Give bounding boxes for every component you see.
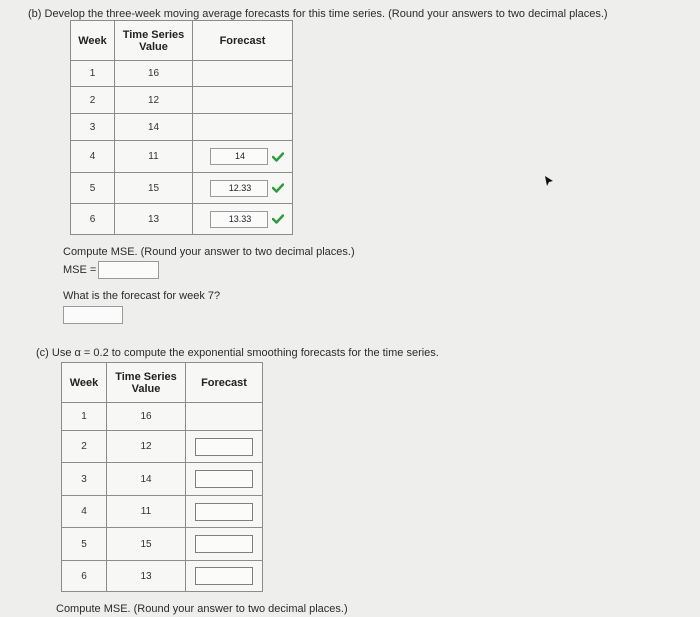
forecast-cell xyxy=(193,114,293,141)
forecast-input-week2[interactable] xyxy=(195,438,253,456)
header-forecast: Forecast xyxy=(186,363,263,403)
table-row xyxy=(62,431,263,463)
header-forecast: Forecast xyxy=(193,21,293,61)
forecast-cell xyxy=(186,403,263,431)
value-cell: 14 xyxy=(115,114,193,141)
table-row xyxy=(71,204,293,235)
cursor-icon xyxy=(544,175,554,187)
mse-prompt-c: Compute MSE. (Round your answer to two decimal places.) xyxy=(56,603,348,615)
value-cell: 15 xyxy=(115,173,193,204)
forecast-cell xyxy=(186,528,263,561)
check-icon xyxy=(272,214,284,224)
value-cell: 14 xyxy=(107,463,186,496)
table-row xyxy=(71,87,293,114)
week-cell: 2 xyxy=(62,431,107,463)
forecast-cell xyxy=(193,87,293,114)
header-ts-line1: Time Series xyxy=(115,370,177,383)
value-cell: 16 xyxy=(107,403,186,431)
forecast-input-week3[interactable] xyxy=(195,470,253,488)
value-cell: 15 xyxy=(107,528,186,561)
forecast-input-week6[interactable]: 13.33 xyxy=(210,211,268,228)
week-cell: 5 xyxy=(62,528,107,561)
week7-forecast-input[interactable] xyxy=(63,306,123,324)
value-cell: 11 xyxy=(115,141,193,173)
week-cell: 1 xyxy=(62,403,107,431)
table-row xyxy=(62,463,263,496)
forecast-cell xyxy=(186,431,263,463)
table-row xyxy=(62,403,263,431)
exponential-smoothing-table xyxy=(61,362,263,592)
week-cell: 1 xyxy=(71,61,115,87)
week-cell: 3 xyxy=(71,114,115,141)
mse-prompt-b: Compute MSE. (Round your answer to two decimal places.) xyxy=(63,246,355,258)
week-cell: 4 xyxy=(62,496,107,528)
forecast-input-week5[interactable]: 12.33 xyxy=(210,180,268,197)
value-cell: 13 xyxy=(107,561,186,592)
value-cell: 12 xyxy=(115,87,193,114)
forecast-input-week6[interactable] xyxy=(195,567,253,585)
header-ts-line2: Value xyxy=(139,40,168,53)
check-icon xyxy=(272,152,284,162)
header-week: Week xyxy=(71,21,115,61)
week-cell: 4 xyxy=(71,141,115,173)
week-cell: 6 xyxy=(71,204,115,235)
week-cell: 2 xyxy=(71,87,115,114)
week-cell: 5 xyxy=(71,173,115,204)
table-row xyxy=(71,61,293,87)
check-icon xyxy=(272,183,284,193)
table-row xyxy=(62,496,263,528)
forecast-input-week4[interactable] xyxy=(195,503,253,521)
table-row xyxy=(62,561,263,592)
header-ts-line1: Time Series xyxy=(122,28,185,41)
header-ts-line2: Value xyxy=(131,382,161,395)
week-cell: 3 xyxy=(62,463,107,496)
table-row xyxy=(71,173,293,204)
header-time-series-value xyxy=(107,363,186,403)
part-c-instruction: (c) Use α = 0.2 to compute the exponential smoothing forecasts for the time series. xyxy=(36,347,439,359)
week7-prompt: What is the forecast for week 7? xyxy=(63,290,221,302)
forecast-cell xyxy=(193,61,293,87)
value-cell: 11 xyxy=(107,496,186,528)
value-cell: 13 xyxy=(115,204,193,235)
forecast-cell xyxy=(193,173,293,204)
part-b-instruction: (b) Develop the three-week moving average forecasts for this time series. (Round your answers to two decimal places.) xyxy=(28,8,608,20)
table-row xyxy=(71,114,293,141)
forecast-cell xyxy=(186,496,263,528)
mse-label-b: MSE = xyxy=(63,264,97,276)
table-row xyxy=(62,528,263,561)
value-cell: 12 xyxy=(107,431,186,463)
forecast-input-week4[interactable]: 14 xyxy=(210,148,268,165)
forecast-input-week5[interactable] xyxy=(195,535,253,553)
mse-input-b[interactable] xyxy=(98,261,159,279)
forecast-cell xyxy=(193,141,293,173)
header-time-series-value xyxy=(115,21,193,61)
header-week: Week xyxy=(62,363,107,403)
week-cell: 6 xyxy=(62,561,107,592)
forecast-cell xyxy=(186,561,263,592)
forecast-cell xyxy=(193,204,293,235)
forecast-cell xyxy=(186,463,263,496)
moving-average-table xyxy=(70,20,293,235)
table-row xyxy=(71,141,293,173)
value-cell: 16 xyxy=(115,61,193,87)
